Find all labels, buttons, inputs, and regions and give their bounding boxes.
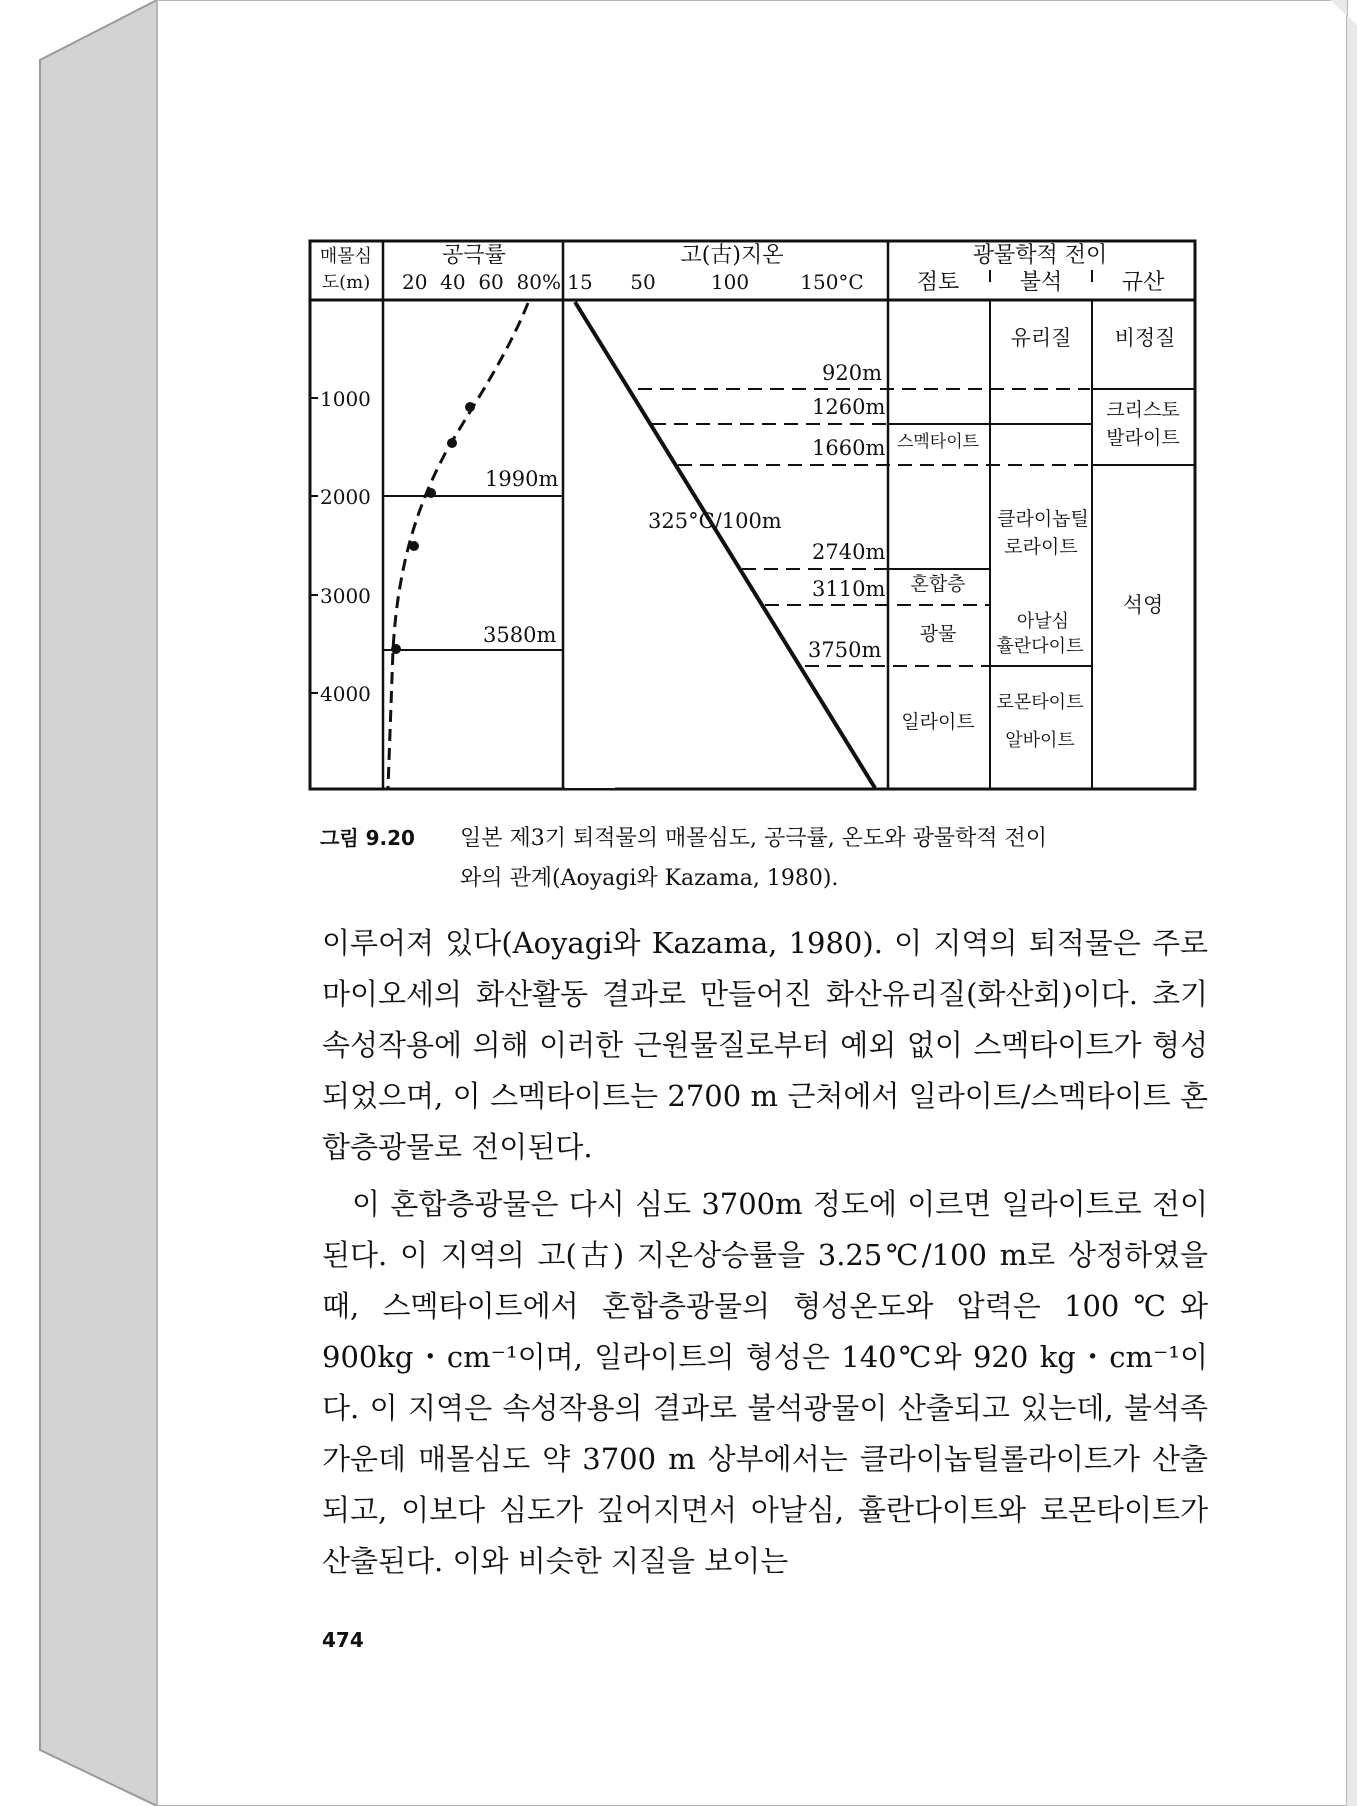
silica-cristo-2: 발라이트	[1106, 427, 1180, 449]
temp-depth-3750: 3750m	[808, 638, 882, 662]
zeolite-heulandite: 휼란다이트	[996, 636, 1084, 657]
porosity-point	[465, 402, 475, 412]
header-zeolite: 불석	[1019, 270, 1063, 295]
porosity-mark-3580: 3580m	[483, 623, 557, 647]
porosity-point	[409, 541, 419, 551]
porosity-curve	[388, 303, 528, 788]
zeolite-albite: 알바이트	[1005, 730, 1075, 751]
temp-depth-3110: 3110m	[812, 577, 886, 601]
porosity-point	[447, 438, 457, 448]
temp-depth-2740: 2740m	[812, 540, 886, 564]
depth-1000: 1000	[320, 387, 371, 411]
header-porosity-ticks: 20 40 60 80%	[402, 270, 561, 294]
clay-smectite: 스멕타이트	[896, 432, 980, 452]
zeolite-glass: 유리질	[1010, 326, 1072, 350]
header-depth-line2: 도(m)	[321, 272, 371, 293]
porosity-mark-1990: 1990m	[485, 467, 559, 491]
caption-label: 그림 9.20	[320, 826, 415, 850]
figure-9-20	[0, 0, 1357, 800]
depth-3000: 3000	[320, 584, 371, 608]
temp-depth-1660: 1660m	[812, 436, 886, 460]
depth-2000: 2000	[320, 485, 371, 509]
header-temp-tick-2: 50	[630, 270, 656, 294]
header-temp-title: 고(古)지온	[680, 243, 784, 268]
header-temp-tick-1: 15	[567, 270, 593, 294]
silica-cristo-1: 크리스토	[1106, 399, 1180, 421]
header-silica: 규산	[1121, 270, 1165, 295]
silica-quartz: 석영	[1122, 593, 1164, 617]
clay-mixed-layer: 혼합층	[910, 573, 966, 595]
header-porosity-title: 공극률	[442, 243, 506, 268]
depth-4000: 4000	[320, 682, 371, 706]
zeolite-clino-1: 클라이놉틸	[997, 508, 1089, 530]
gradient-label: 325°C/100m	[648, 509, 782, 533]
silica-amorphous: 비정질	[1114, 326, 1176, 350]
header-clay: 점토	[916, 270, 960, 295]
caption-line2: 와의 관계(Aoyagi와 Kazama, 1980).	[460, 866, 839, 891]
body-text	[322, 918, 1208, 1587]
zeolite-analcime: 아날심	[1016, 611, 1070, 632]
clay-mineral: 광물	[919, 623, 957, 645]
page-number: 474	[322, 1628, 364, 1652]
zeolite-clino-2: 로라이트	[1004, 536, 1078, 558]
clay-illite: 일라이트	[901, 711, 975, 733]
figure-caption	[320, 818, 1220, 899]
header-mineral-title: 광물학적 전이	[972, 243, 1108, 268]
temp-depth-920: 920m	[822, 361, 882, 385]
paragraph-1: 이루어져 있다(Aoyagi와 Kazama, 1980). 이 지역의 퇴적물은 주로 마이오세의 화산활동 결과로 만들어진 화산유리질(화산회)이다. 초기 속성작용에 의해 이러한 근원물질로부터 예외 없이 스멕타이트가 형성되었으며, 이 스멕타이트는 2700 m 근처에서 일라이트/스멕타이트 혼합층광물로 전이된다.	[322, 926, 1208, 1164]
temp-depth-1260: 1260m	[812, 395, 886, 419]
paragraph-2: 이 혼합층광물은 다시 심도 3700m 정도에 이르면 일라이트로 전이된다. 이 지역의 고(古) 지온상승률을 3.25℃/100 m로 상정하였을 때, 스멕타이트에서 혼합층광물의 형성온도와 압력은 100℃와 900kg・cm⁻¹이며, 일라이트의 형성은 140℃와 920 kg・cm⁻¹이다. 이 지역은 속성작용의 결과로 불석광물이 산출되고 있는데, 불석족 가운데 매몰심도 약 3700 m 상부에서는 클라이놉틸롤라이트가 산출되고, 이보다 심도가 깊어지면서 아날심, 휼란다이트와 로몬타이트가 산출된다. 이와 비슷한 지질을 보이는	[322, 1187, 1208, 1578]
caption-line1: 일본 제3기 퇴적물의 매몰심도, 공극률, 온도와 광물학적 전이	[460, 826, 1047, 851]
header-temp-tick-4: 150°C	[800, 270, 864, 294]
zeolite-laumontite: 로몬타이트	[996, 692, 1084, 713]
header-temp-tick-3: 100	[710, 270, 750, 294]
header-depth-line1: 매몰심	[319, 246, 373, 267]
